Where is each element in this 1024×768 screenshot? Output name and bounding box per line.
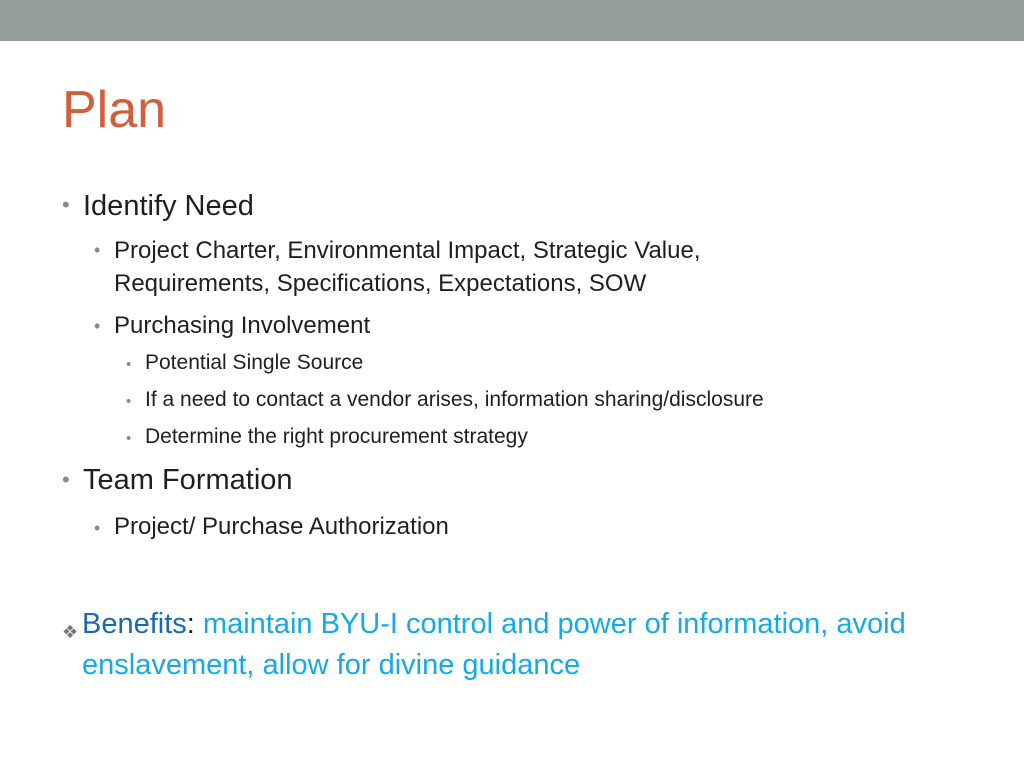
bullet-icon: • xyxy=(126,356,132,373)
bullet-icon: • xyxy=(94,518,101,538)
bullet-icon: • xyxy=(62,192,70,217)
benefits-label: Benefits xyxy=(82,608,187,640)
bullet-item-identify-need: Identify Need xyxy=(83,190,254,222)
benefits-text: maintain BYU-I control and power of information, avoid enslavement, allow for divine guidance xyxy=(82,608,906,681)
benefits-colon: : xyxy=(186,608,195,640)
bullet-icon: • xyxy=(126,393,132,410)
bullet-item-line: Requirements, Specifications, Expectations, SOW xyxy=(114,270,647,297)
bullet-item-single-source: Potential Single Source xyxy=(145,351,364,374)
bullet-item-purchasing-involvement: Purchasing Involvement xyxy=(114,312,371,339)
bullet-icon: • xyxy=(62,467,70,492)
bullet-item-team-formation: Team Formation xyxy=(83,464,293,496)
bullet-item-line: Project Charter, Environmental Impact, Strategic Value, xyxy=(114,237,701,264)
bullet-item-purchase-authorization: Project/ Purchase Authorization xyxy=(114,513,449,540)
bullet-icon: • xyxy=(126,430,132,447)
bullet-item-procurement-strategy: Determine the right procurement strategy xyxy=(145,425,528,448)
diamond-bullet-icon: ❖ xyxy=(62,622,79,642)
slide-title: Plan xyxy=(62,81,167,139)
benefits-paragraph xyxy=(62,604,982,686)
bullet-icon: • xyxy=(94,240,101,260)
bullet-icon: • xyxy=(94,316,101,336)
bullet-item-project-charter xyxy=(114,234,701,300)
bullet-item-vendor-contact: If a need to contact a vendor arises, information sharing/disclosure xyxy=(145,388,764,411)
